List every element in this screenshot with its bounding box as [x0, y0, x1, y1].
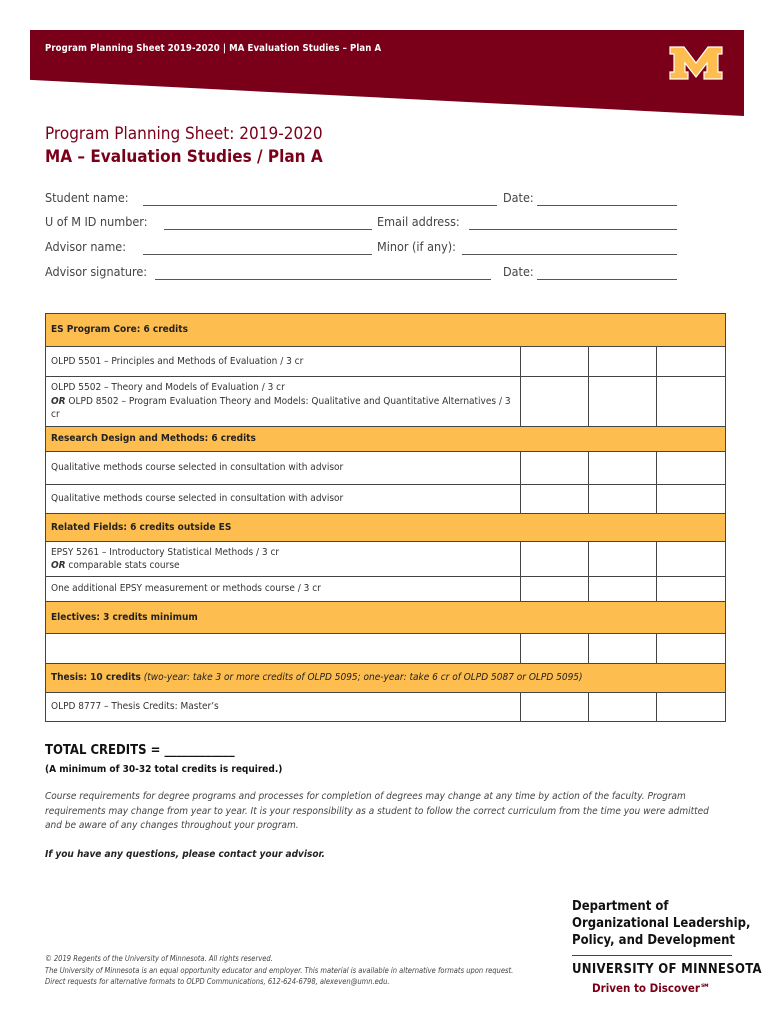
department-name	[572, 898, 750, 949]
university-wordmark: UNIVERSITY OF MINNESOTA	[572, 962, 762, 977]
grade-cell[interactable]	[657, 577, 726, 602]
course-epsy-additional: One additional EPSY measurement or methods course / 3 cr	[46, 577, 521, 602]
umn-id-line[interactable]	[164, 229, 372, 230]
thesis-note: (two-year: take 3 or more credits of OLPD 5095; one-year: take 6 cr of OLPD 5087 or OLPD 5095)	[140, 672, 583, 684]
section-electives: Electives: 3 credits minimum	[46, 602, 726, 634]
table-row	[46, 542, 726, 577]
or-label-2: OR	[51, 560, 66, 571]
section-thesis-label: Thesis: 10 credits	[51, 672, 141, 684]
student-name-line[interactable]	[143, 205, 497, 206]
grade-cell[interactable]	[657, 452, 726, 485]
email-label: Email address:	[377, 214, 460, 229]
equal-opportunity-notice: The University of Minnesota is an equal opportunity educator and employer. This material is available in alternative formats upon request. Direct requests for alternative formats to OLPD Communications, 612-624-6798, alexeven@umn.edu.	[45, 965, 514, 986]
advisor-name-label: Advisor name:	[45, 239, 127, 254]
term-cell[interactable]	[521, 577, 589, 602]
date-line[interactable]	[537, 205, 677, 206]
course-stats-alt-text	[51, 559, 515, 573]
credits-cell[interactable]	[589, 485, 657, 514]
or-label: OR	[51, 395, 66, 407]
elective-blank[interactable]	[46, 634, 521, 664]
table-row	[46, 377, 726, 427]
date-label-2: Date:	[503, 264, 534, 279]
term-cell[interactable]	[521, 485, 589, 514]
term-cell[interactable]	[521, 542, 589, 577]
section-related: Related Fields: 6 credits outside ES	[46, 514, 726, 542]
email-line[interactable]	[469, 229, 677, 230]
grade-cell[interactable]	[657, 542, 726, 577]
total-credits[interactable]: TOTAL CREDITS = ____________	[45, 743, 235, 758]
table-row	[46, 634, 726, 664]
advisor-signature-line[interactable]	[155, 279, 491, 280]
section-core: ES Program Core: 6 credits	[46, 314, 726, 347]
course-olpd5502-text: OLPD 5502 – Theory and Models of Evaluation / 3 cr	[51, 382, 285, 394]
department-line-2: Organizational Leadership,	[572, 916, 751, 931]
requirements-text: Course requirements for degree programs and processes for completion of degrees may change at any time by action of the faculty. Program requirements may change from year to year. It is your responsibility as a student to follow the correct curriculum from the time you were admitted and be aware of any changes throughout your program.	[45, 791, 709, 831]
credits-cell[interactable]	[589, 577, 657, 602]
term-cell[interactable]	[521, 693, 589, 722]
credits-cell[interactable]	[589, 347, 657, 377]
university-m-logo	[668, 45, 724, 81]
table-row	[46, 347, 726, 377]
grade-cell[interactable]	[657, 693, 726, 722]
grade-cell[interactable]	[657, 347, 726, 377]
table-row	[46, 577, 726, 602]
credits-cell[interactable]	[589, 542, 657, 577]
student-name-label: Student name:	[45, 190, 129, 205]
total-credits-note: (A minimum of 30-32 total credits is required.)	[45, 764, 283, 775]
section-thesis	[46, 664, 726, 693]
grade-cell[interactable]	[657, 634, 726, 664]
table-row	[46, 452, 726, 485]
course-olpd5501: OLPD 5501 – Principles and Methods of Evaluation / 3 cr	[46, 347, 521, 377]
minor-label: Minor (if any):	[377, 239, 456, 254]
course-epsy5261	[46, 542, 521, 577]
course-olpd5502	[46, 377, 521, 427]
section-header	[46, 514, 726, 542]
course-olpd8502: OLPD 8502 – Program Evaluation Theory and Models: Qualitative and Quantitative Alternatives / 3 cr	[51, 395, 511, 421]
department-line-1: Department of	[572, 899, 669, 914]
section-header	[46, 602, 726, 634]
credits-cell[interactable]	[589, 634, 657, 664]
date-label: Date:	[503, 190, 534, 205]
credits-cell[interactable]	[589, 377, 657, 427]
banner-text: Program Planning Sheet 2019-2020 | MA Evaluation Studies – Plan A	[45, 43, 382, 54]
course-epsy5261-text: EPSY 5261 – Introductory Statistical Methods / 3 cr	[51, 546, 280, 558]
course-table	[45, 313, 726, 722]
credits-cell[interactable]	[589, 693, 657, 722]
department-divider	[572, 955, 732, 956]
table-row	[46, 693, 726, 722]
tagline: Driven to Discover℠	[592, 981, 711, 995]
advisor-name-line[interactable]	[143, 254, 372, 255]
section-header	[46, 664, 726, 693]
course-qualitative-2: Qualitative methods course selected in consultation with advisor	[46, 485, 521, 514]
section-header	[46, 427, 726, 452]
contact-text: If you have any questions, please contact your advisor.	[45, 849, 325, 860]
course-olpd8777: OLPD 8777 – Thesis Credits: Master’s	[46, 693, 521, 722]
course-qualitative-1: Qualitative methods course selected in consultation with advisor	[46, 452, 521, 485]
minor-line[interactable]	[462, 254, 677, 255]
term-cell[interactable]	[521, 377, 589, 427]
course-stats-alt: comparable stats course	[65, 560, 180, 571]
section-header	[46, 314, 726, 347]
table-row	[46, 485, 726, 514]
grade-cell[interactable]	[657, 377, 726, 427]
copyright: © 2019 Regents of the University of Minnesota. All rights reserved.	[45, 954, 273, 963]
advisor-signature-label: Advisor signature:	[45, 264, 148, 279]
term-cell[interactable]	[521, 634, 589, 664]
page-subtitle: MA – Evaluation Studies / Plan A	[45, 147, 323, 167]
grade-cell[interactable]	[657, 485, 726, 514]
section-research: Research Design and Methods: 6 credits	[46, 427, 726, 452]
term-cell[interactable]	[521, 452, 589, 485]
credits-cell[interactable]	[589, 452, 657, 485]
umn-id-label: U of M ID number:	[45, 214, 148, 229]
date-line-2[interactable]	[537, 279, 677, 280]
department-line-3: Policy, and Development	[572, 933, 735, 948]
footer	[45, 953, 515, 988]
course-olpd8502-text	[51, 395, 515, 422]
term-cell[interactable]	[521, 347, 589, 377]
page-title: Program Planning Sheet: 2019-2020	[45, 124, 323, 144]
